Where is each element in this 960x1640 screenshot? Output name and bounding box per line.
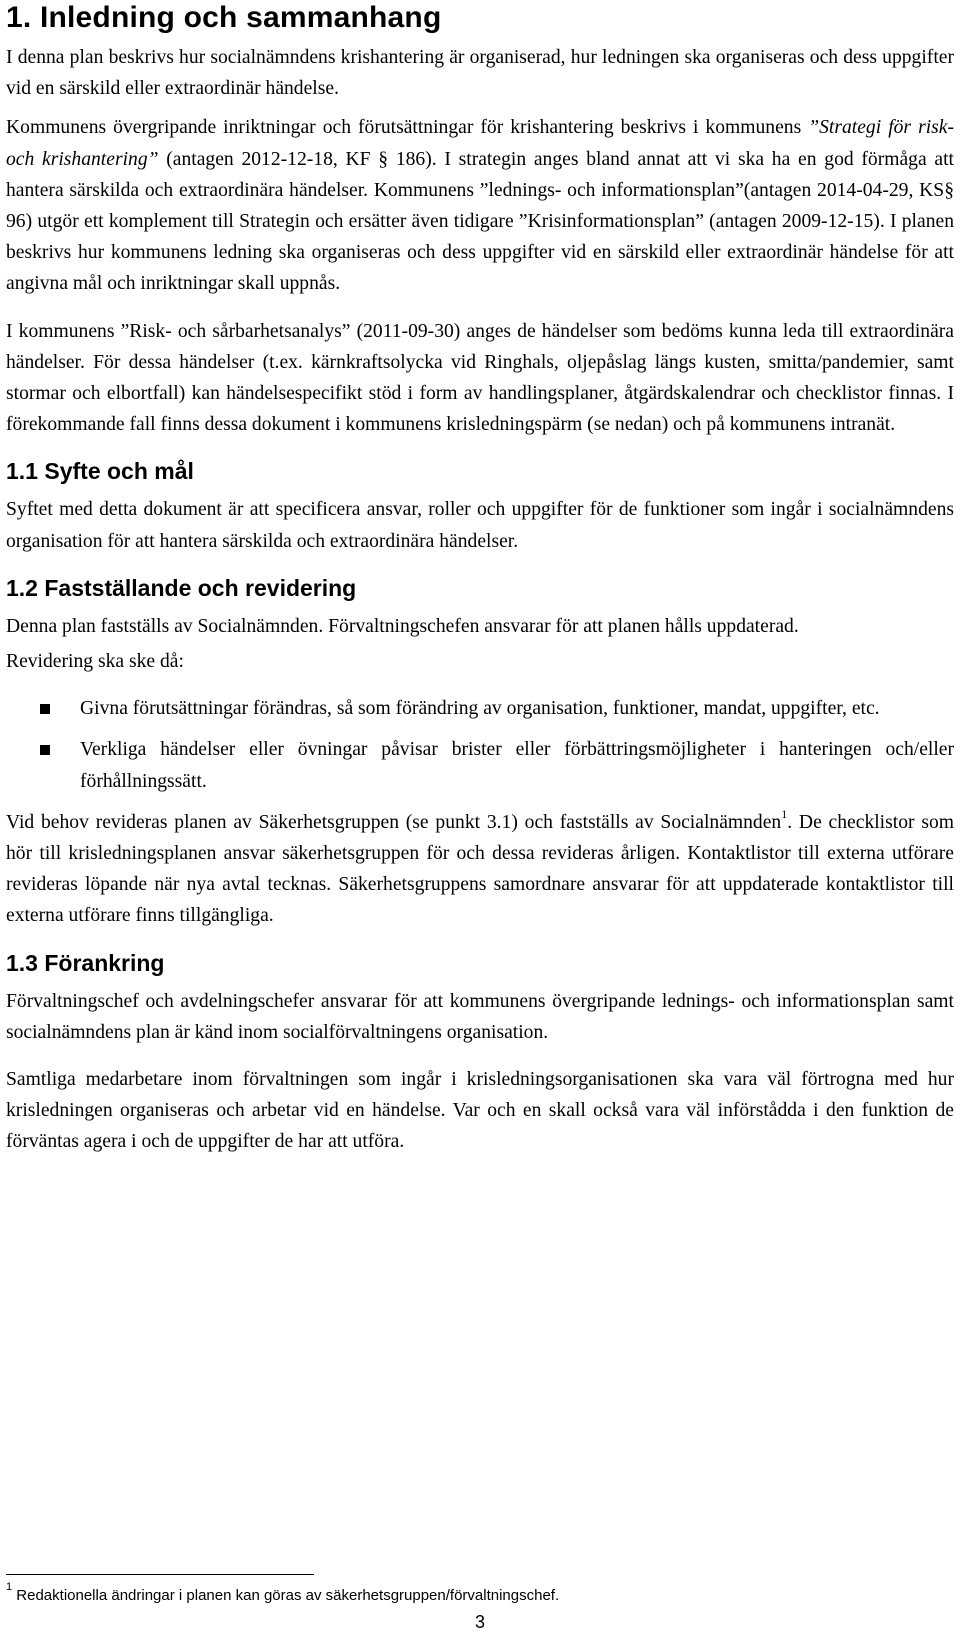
section-heading-1-2: 1.2 Fastställande och revidering: [6, 574, 357, 601]
footnote: [6, 1581, 946, 1606]
purpose-paragraph: Syftet med detta dokument är att specificera ansvar, roller och uppgifter för de funktioner som ingår i socialnämndens organisation för att hantera särskilda och extraordinära händelser.: [6, 499, 954, 552]
revision-text-a: Vid behov revideras planen av Säkerhetsgruppen (se punkt 3.1) och fastställs av Socialnämnden: [6, 811, 782, 833]
revision-text-b: . De checklistor som hör till krisledningsplanen ansvar säkerhetsgruppen för och dessa revideras årligen. Kontaktlistor till externa utförare revideras löpande när nya avtal tecknas. Säkerhetsgruppens samordnare ansvarar för att uppdaterade kontaktlistor till externa utförare finns tillgängliga.: [6, 811, 954, 927]
footnote-text: Redaktionella ändringar i planen kan göras av säkerhetsgruppen/förvaltningschef.: [12, 1587, 560, 1604]
footnote-reference: 1: [781, 807, 788, 822]
section-heading-1-1: 1.1 Syfte och mål: [6, 458, 194, 485]
strategy-paragraph: [6, 112, 954, 299]
strategy-text-b: (antagen 2012-12-18, KF § 186). I strategin anges bland annat att vi ska ha en god förmåga att hantera särskilda och extraordinära händelser. Kommunens ”lednings- och informationsplan”(antagen 2014-04-29, KS§ 96) utgör ett komplement till Strategin och ersätter även tidigare ”Krisinformationsplan” (antagen 2009-12-15). I planen beskrivs hur kommunens ledning ska organiseras och dess uppgifter vid en särskild eller extraordinär händelse för att angivna mål och inriktningar skall uppnås.: [6, 148, 954, 295]
risk-analysis-paragraph: I kommunens ”Risk- och sårbarhetsanalys” (2011-09-30) anges de händelser som bedöms kunna leda till extraordinära händelser. För dessa händelser (t.ex. kärnkraftsolycka vid Ringhals, oljepåslag längs kusten, smitta/pandemier, samt stormar och elbortfall) kan händelsespecifikt stöd i form av handlingsplaner, åtgärdskalendrar och checklistor finnas. I förekommande fall finns dessa dokument i kommunens krisledningspärm (se nedan) och på kommunens intranät.: [6, 320, 954, 436]
list-item-text: Verkliga händelser eller övningar påvisar brister eller förbättringsmöjligheter i hanteringen och/eller förhållningssätt.: [80, 739, 954, 792]
strategy-text-a: Kommunens övergripande inriktningar och förutsättningar för krishantering beskrivs i kommunens: [6, 117, 809, 139]
document-page: [6, 0, 954, 1174]
revision-paragraph: [6, 807, 954, 932]
anchoring-paragraph: Förvaltningschef och avdelningschefer ansvarar för att kommunens övergripande lednings- och informationsplan samt socialnämndens plan är känd inom socialförvaltningens organisation.: [6, 990, 954, 1043]
strategy-title: ”Strategi för risk- och krishantering”: [6, 117, 954, 170]
square-bullet-icon: [40, 745, 50, 755]
list-item-text: Givna förutsättningar förändras, så som förändring av organisation, funktioner, mandat, uppgifter, etc.: [80, 698, 880, 720]
revision-intro: Revidering ska ske då:: [6, 651, 184, 673]
list-item: [6, 693, 954, 724]
section-heading-1-3: 1.3 Förankring: [6, 949, 165, 976]
list-item: [6, 734, 954, 796]
section-heading-1: 1. Inledning och sammanhang: [6, 1, 442, 34]
page-number: 3: [474, 1612, 485, 1632]
revision-list: [6, 693, 954, 797]
square-bullet-icon: [40, 704, 50, 714]
footnote-divider: [6, 1574, 314, 1575]
intro-paragraph: I denna plan beskrivs hur socialnämndens krishantering är organiserad, hur ledningen ska organiseras och dess uppgifter vid en särskild eller extraordinär händelse.: [6, 47, 954, 100]
approval-paragraph: Denna plan fastställs av Socialnämnden. Förvaltningschefen ansvarar för att planen hålls uppdaterad.: [6, 615, 799, 637]
staff-paragraph: Samtliga medarbetare inom förvaltningen som ingår i krisledningsorganisationen ska vara väl förtrogna med hur krisledningen organiseras och arbetar vid en händelse. Var och en skall också vara väl införstådda i den funktion de förväntas agera i och de uppgifter de har att utföra.: [6, 1069, 954, 1153]
footnote-number: 1: [6, 1581, 13, 1593]
